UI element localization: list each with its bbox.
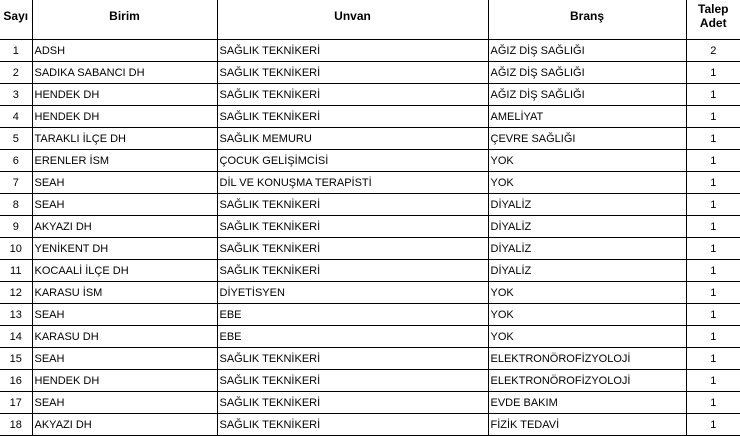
row-number: 15 xyxy=(0,348,32,370)
row-number: 7 xyxy=(0,172,32,194)
cell-unvan: SAĞLIK TEKNİKERİ xyxy=(217,216,488,238)
cell-birim: KOCAALİ İLÇE DH xyxy=(32,260,217,282)
row-number: 5 xyxy=(0,128,32,150)
cell-unvan: SAĞLIK TEKNİKERİ xyxy=(217,348,488,370)
cell-birim: HENDEK DH xyxy=(32,106,217,128)
cell-talep-adet: 1 xyxy=(686,370,740,392)
row-number: 12 xyxy=(0,282,32,304)
cell-birim: SEAH xyxy=(32,392,217,414)
cell-brans: AĞIZ DİŞ SAĞLIĞI xyxy=(488,40,686,62)
cell-birim: SEAH xyxy=(32,348,217,370)
cell-brans: DİYALİZ xyxy=(488,260,686,282)
cell-brans: AĞIZ DİŞ SAĞLIĞI xyxy=(488,62,686,84)
header-birim: Birim xyxy=(32,0,217,40)
cell-birim: ADSH xyxy=(32,40,217,62)
cell-talep-adet: 1 xyxy=(686,106,740,128)
cell-brans: EVDE BAKIM xyxy=(488,392,686,414)
row-number: 18 xyxy=(0,414,32,436)
row-number: 2 xyxy=(0,62,32,84)
table-row xyxy=(0,106,740,128)
cell-birim: SADIKA SABANCI DH xyxy=(32,62,217,84)
cell-birim: KARASU İSM xyxy=(32,282,217,304)
cell-unvan: SAĞLIK TEKNİKERİ xyxy=(217,370,488,392)
cell-birim: TARAKLI İLÇE DH xyxy=(32,128,217,150)
cell-talep-adet: 1 xyxy=(686,414,740,436)
cell-brans: YOK xyxy=(488,172,686,194)
cell-brans: YOK xyxy=(488,282,686,304)
header-row xyxy=(0,0,740,40)
cell-unvan: SAĞLIK TEKNİKERİ xyxy=(217,194,488,216)
row-number: 1 xyxy=(0,40,32,62)
cell-talep-adet: 1 xyxy=(686,150,740,172)
row-number: 9 xyxy=(0,216,32,238)
cell-birim: ERENLER İSM xyxy=(32,150,217,172)
cell-birim: AKYAZI DH xyxy=(32,414,217,436)
cell-brans: YOK xyxy=(488,304,686,326)
table-row xyxy=(0,216,740,238)
cell-birim: HENDEK DH xyxy=(32,370,217,392)
cell-unvan: SAĞLIK TEKNİKERİ xyxy=(217,414,488,436)
cell-talep-adet: 1 xyxy=(686,282,740,304)
cell-birim: HENDEK DH xyxy=(32,84,217,106)
cell-birim: KARASU DH xyxy=(32,326,217,348)
cell-brans: DİYALİZ xyxy=(488,194,686,216)
header-talep-adet: Talep Adet xyxy=(686,0,740,40)
cell-birim: YENİKENT DH xyxy=(32,238,217,260)
header-unvan: Unvan xyxy=(217,0,488,40)
table-row xyxy=(0,238,740,260)
row-number: 16 xyxy=(0,370,32,392)
table-row xyxy=(0,84,740,106)
cell-brans: DİYALİZ xyxy=(488,238,686,260)
cell-brans: AĞIZ DİŞ SAĞLIĞI xyxy=(488,84,686,106)
cell-talep-adet: 1 xyxy=(686,238,740,260)
cell-unvan: ÇOCUK GELİŞİMCİSİ xyxy=(217,150,488,172)
cell-unvan: EBE xyxy=(217,304,488,326)
cell-unvan: SAĞLIK TEKNİKERİ xyxy=(217,238,488,260)
table-row xyxy=(0,128,740,150)
cell-talep-adet: 1 xyxy=(686,62,740,84)
table-row xyxy=(0,150,740,172)
cell-talep-adet: 1 xyxy=(686,216,740,238)
cell-unvan: SAĞLIK TEKNİKERİ xyxy=(217,62,488,84)
cell-brans: ELEKTRONÖROFİZYOLOJİ xyxy=(488,348,686,370)
row-number: 13 xyxy=(0,304,32,326)
cell-unvan: DİL VE KONUŞMA TERAPİSTİ xyxy=(217,172,488,194)
table-row xyxy=(0,348,740,370)
cell-talep-adet: 2 xyxy=(686,40,740,62)
cell-birim: SEAH xyxy=(32,194,217,216)
cell-brans: DİYALİZ xyxy=(488,216,686,238)
cell-birim: SEAH xyxy=(32,304,217,326)
cell-talep-adet: 1 xyxy=(686,84,740,106)
cell-brans: YOK xyxy=(488,150,686,172)
cell-unvan: SAĞLIK TEKNİKERİ xyxy=(217,260,488,282)
table-row xyxy=(0,194,740,216)
table-row xyxy=(0,40,740,62)
cell-talep-adet: 1 xyxy=(686,194,740,216)
table-row xyxy=(0,62,740,84)
row-number: 10 xyxy=(0,238,32,260)
cell-unvan: SAĞLIK TEKNİKERİ xyxy=(217,84,488,106)
cell-birim: SEAH xyxy=(32,172,217,194)
table-row xyxy=(0,326,740,348)
cell-brans: YOK xyxy=(488,326,686,348)
row-number: 3 xyxy=(0,84,32,106)
header-sayi: Sayı xyxy=(0,0,32,40)
row-number: 6 xyxy=(0,150,32,172)
cell-brans: AMELİYAT xyxy=(488,106,686,128)
table-body xyxy=(0,40,740,436)
table-row xyxy=(0,392,740,414)
cell-unvan: SAĞLIK MEMURU xyxy=(217,128,488,150)
cell-unvan: SAĞLIK TEKNİKERİ xyxy=(217,40,488,62)
cell-brans: FİZİK TEDAVİ xyxy=(488,414,686,436)
cell-unvan: DİYETİSYEN xyxy=(217,282,488,304)
row-number: 14 xyxy=(0,326,32,348)
cell-talep-adet: 1 xyxy=(686,260,740,282)
cell-talep-adet: 1 xyxy=(686,348,740,370)
cell-unvan: EBE xyxy=(217,326,488,348)
row-number: 8 xyxy=(0,194,32,216)
cell-unvan: SAĞLIK TEKNİKERİ xyxy=(217,392,488,414)
header-brans: Branş xyxy=(488,0,686,40)
table-row xyxy=(0,370,740,392)
row-number: 11 xyxy=(0,260,32,282)
cell-talep-adet: 1 xyxy=(686,326,740,348)
cell-talep-adet: 1 xyxy=(686,392,740,414)
cell-talep-adet: 1 xyxy=(686,172,740,194)
cell-brans: ELEKTRONÖROFİZYOLOJİ xyxy=(488,370,686,392)
cell-unvan: SAĞLIK TEKNİKERİ xyxy=(217,106,488,128)
table-row xyxy=(0,282,740,304)
cell-talep-adet: 1 xyxy=(686,128,740,150)
table-row xyxy=(0,304,740,326)
cell-talep-adet: 1 xyxy=(686,304,740,326)
table-row xyxy=(0,260,740,282)
row-number: 4 xyxy=(0,106,32,128)
cell-brans: ÇEVRE SAĞLIĞI xyxy=(488,128,686,150)
row-number: 17 xyxy=(0,392,32,414)
table-row xyxy=(0,172,740,194)
cell-birim: AKYAZI DH xyxy=(32,216,217,238)
